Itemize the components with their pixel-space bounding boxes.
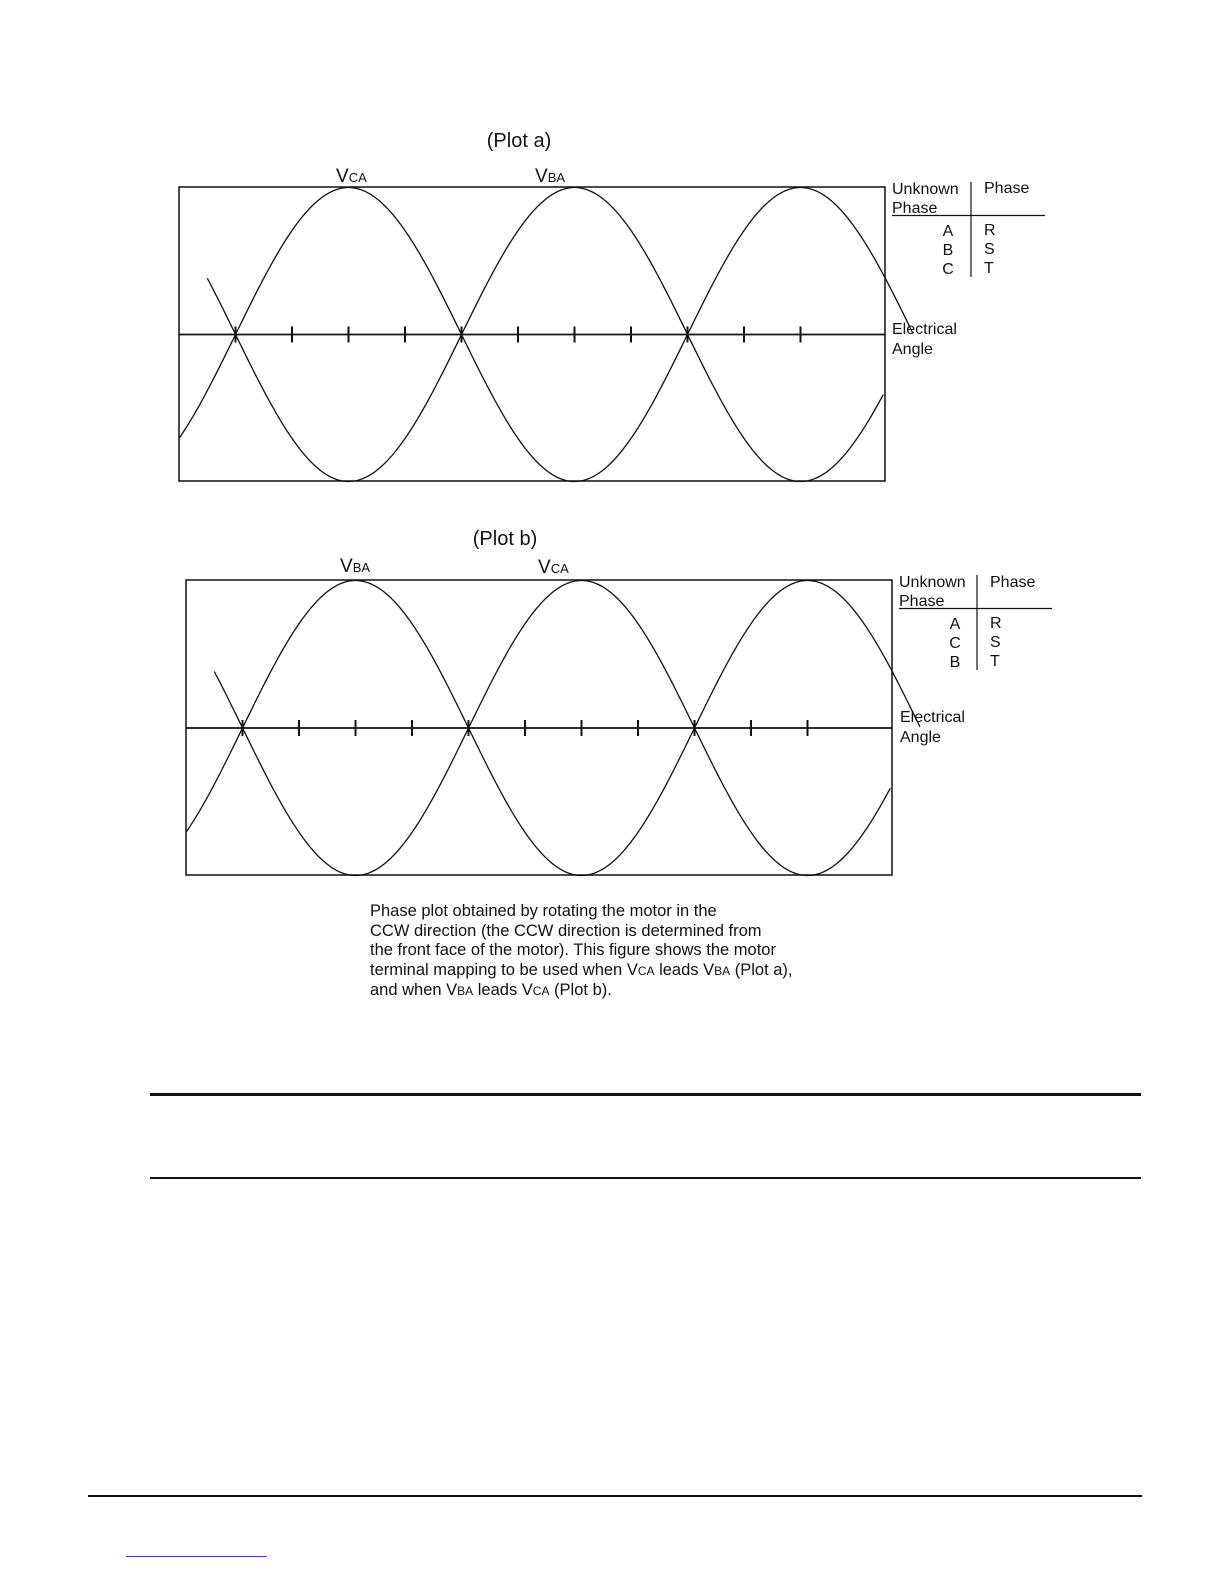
table-unknown-2: C: [949, 635, 961, 652]
table-header-phase-left: Phase: [892, 200, 938, 217]
plot-a-axis-label-1: Electrical: [892, 321, 957, 338]
plot-a: [0, 0, 1224, 500]
table-unknown-1: A: [942, 223, 954, 240]
caption-line-1: Phase plot obtained by rotating the motor in the: [370, 902, 717, 920]
table-header-phase: Phase: [990, 574, 1036, 591]
table-header-unknown: Unknown: [899, 574, 966, 591]
caption-line-4: terminal mapping to be used when VCA leads VBA (Plot a),: [370, 960, 793, 979]
caption-line-2: CCW direction (the CCW direction is determined from: [370, 921, 762, 940]
plot-a-axis-label-2: Angle: [892, 341, 933, 358]
plot-b: [0, 500, 1224, 900]
table-phase-2: S: [984, 241, 995, 258]
table-phase-3: T: [984, 260, 994, 277]
caption-line-5: and when VBA leads VCA (Plot b).: [370, 981, 612, 999]
section-rule-top: [150, 1093, 1141, 1096]
figure-caption: [370, 902, 793, 1002]
table-phase-3: T: [990, 653, 1000, 670]
plot-a-label-vba: VBA: [535, 166, 566, 187]
plot-b-axis-label-1: Electrical: [900, 709, 965, 726]
table-unknown-2: B: [942, 242, 954, 259]
table-phase-2: S: [990, 634, 1001, 651]
table-header-phase: Phase: [984, 180, 1030, 197]
footer-link-underline[interactable]: [126, 1556, 267, 1557]
plot-b-title: (Plot b): [472, 528, 538, 550]
table-phase-1: R: [984, 222, 996, 239]
table-header-phase-left: Phase: [899, 593, 945, 610]
table-unknown-3: C: [942, 261, 954, 278]
plot-a-title: (Plot a): [486, 130, 552, 152]
table-header-unknown: Unknown: [892, 181, 959, 198]
plot-a-label-vca: VCA: [336, 166, 367, 187]
section-rule-bottom: [150, 1177, 1141, 1179]
plot-b-phase-table: [899, 574, 1052, 671]
plot-a-phase-table: [892, 180, 1045, 278]
plot-b-label-vba: VBA: [340, 556, 371, 577]
table-unknown-3: B: [949, 654, 961, 671]
footer-rule: [88, 1495, 1142, 1497]
table-phase-1: R: [990, 615, 1002, 632]
table-unknown-1: A: [949, 616, 961, 633]
plot-b-label-vca: VCA: [538, 557, 569, 578]
plot-b-axis-label-2: Angle: [900, 729, 941, 746]
caption-line-3: the front face of the motor). This figure shows the motor: [370, 941, 776, 959]
